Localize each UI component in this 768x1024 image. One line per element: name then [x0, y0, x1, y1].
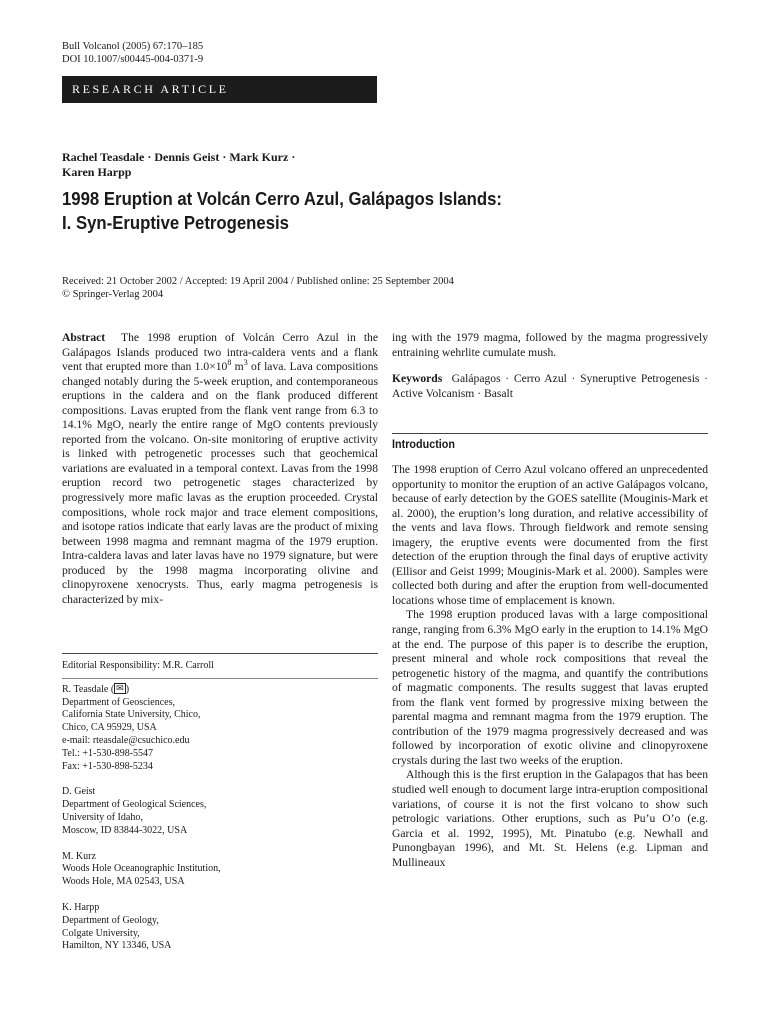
abstract-label: Abstract — [62, 331, 106, 344]
footnote-divider — [62, 653, 378, 654]
intro-paragraph-3: Although this is the first eruption in the Galapagos that has been studied well enough to document large intra-eruption compositional variations, of course it is not the first volcano to show such petrologic variations. Other eruptions, such as Pu’u O’o (e.g. Garcia et al. 1992, 1995), Mt. Pinatubo (e.g. Newhall and Punongbayan 1996), and Mt. St. Helens (e.g. Lipman and Mullineaux — [392, 768, 708, 869]
affiliation-block — [62, 851, 378, 889]
abstract — [62, 331, 378, 607]
intro-paragraph-2: The 1998 eruption produced lavas with a large compositional range, ranging from 6.3% MgO early in the eruption to 14.1% MgO at the end. The purpose of this paper is to describe the eruption, present mineral and whole rock compositions that reveal the petrogenetic history of the magma, and quantify the contributions of magmatic components. The results suggest that lavas erupted from the flank vent formed by progressive mixing between the parental magma and remnant magma from the 1979 eruption. The contribution of the 1979 magma progressively decreased and was followed by incorporation of exotic olivine and clinopyroxene crystals during the last two weeks of the eruption. — [392, 608, 708, 767]
affiliation-line: Woods Hole, MA 02543, USA — [62, 876, 185, 888]
affiliation-line: Woods Hole Oceanographic Institution, — [62, 863, 221, 875]
affiliation-line: Department of Geosciences, — [62, 696, 176, 708]
affiliation-line: Department of Geology, — [62, 914, 159, 926]
authors-line-2: Karen Harpp — [62, 165, 132, 179]
journal-citation: Bull Volcanol (2005) 67:170–185 — [62, 41, 204, 52]
affiliation-line: Colgate University, — [62, 927, 140, 939]
affiliation-line: Chico, CA 95929, USA — [62, 722, 157, 734]
affiliation-line: California State University, Chico, — [62, 709, 201, 721]
author-affiliations — [62, 660, 378, 966]
affiliation-line: Hamilton, NY 13346, USA — [62, 940, 172, 952]
abstract-continued-text: ing with the 1979 magma, followed by the magma progressively entraining wehrlite cumulate mush. — [392, 331, 708, 359]
paper-title — [62, 187, 620, 235]
keywords-text: Galápagos · Cerro Azul · Syneruptive Petrogenesis · Active Volcanism · Basalt — [392, 372, 708, 400]
abstract-text-mid: m — [231, 360, 244, 374]
affiliation-line: K. Harpp — [62, 901, 100, 913]
title-line-2: I. Syn-Eruptive Petrogenesis — [62, 213, 289, 233]
affiliation-block — [62, 902, 378, 953]
publication-dates — [62, 275, 454, 301]
abstract-sup-1: 8 — [227, 358, 232, 368]
affiliation-line: Fax: +1-530-898-5234 — [62, 760, 153, 772]
affiliation-line: Tel.: +1-530-898-5547 — [62, 747, 154, 759]
abstract-continued — [392, 331, 708, 401]
affiliation-line: D. Geist — [62, 786, 96, 798]
envelope-icon: ✉ — [116, 682, 124, 693]
article-type-banner: RESEARCH ARTICLE — [62, 76, 377, 103]
affiliation-line: University of Idaho, — [62, 811, 143, 823]
affiliation-line: Moscow, ID 83844-3022, USA — [62, 824, 188, 836]
abstract-text-post: of lava. Lava compositions changed notably during the 5-week eruption, and contemporaneous eruptions in the caldera and on the flank produced different compositions. Lavas erupted from the flank vent range from 6.3 to 14.1% MgO, nearly the entire range of MgO contents previously reported from the volcano. On-site monitoring of eruptive activity is linked with petrogenetic processes such that geochemical variations are evaluated in a temporal context. Lavas from the 1998 eruption record two petrogenetic stages characterized by progressively more mafic lavas as the eruption proceeded. Crystal compositions, whole rock major and trace element compositions, and isotope ratios indicate that early lavas are the product of mixing between 1998 magma and remnant magma of the 1979 eruption. Intra-caldera lavas and later lavas have no 1979 signature, but were produced by the 1998 magma incorporating olivine and clinopyroxene xenocrysts. Thus, early magma petrogenesis is characterized by mix- — [62, 360, 379, 606]
author-list — [62, 150, 362, 180]
affiliation-line: R. Teasdale ( ✉ ) — [62, 682, 130, 695]
copyright-line: © Springer-Verlag 2004 — [62, 289, 164, 300]
section-divider — [392, 433, 708, 434]
intro-paragraph-1: The 1998 eruption of Cerro Azul volcano offered an unprecedented opportunity to monitor the eruption of an active Galápagos volcano, because of early detection by the GOES satellite (Mouginis-Mark et al. 2000), the eruption’s long duration, and relative accessibility of the vents and lava flows. Through fieldwork and remote sensing imagery, the eruptive events were documented from the first detection of the eruption through the final days of eruptive activity (Ellisor and Geist 1999; Mouginis-Mark et al. 2000). Samples were collected both during and after the eruption from well-documented locations whose time of emplacement is known. — [392, 463, 708, 607]
affiliation-block — [62, 683, 378, 774]
abstract-text-pre: The 1998 eruption of Volcán Cerro Azul in the Galápagos Islands produced two intra-caldera vents and a flank vent that erupted more than 1.0×10 — [62, 331, 378, 374]
abstract-sup-2: 3 — [243, 358, 248, 368]
affiliation-divider — [62, 678, 378, 679]
affiliation-line: M. Kurz — [62, 850, 96, 862]
affiliation-line[interactable]: e-mail: rteasdale@csuchico.edu — [62, 734, 190, 746]
affiliation-block — [62, 786, 378, 837]
introduction-heading: Introduction — [392, 437, 455, 451]
authors-line-1: Rachel Teasdale · Dennis Geist · Mark Kurz · — [62, 150, 296, 164]
address-list — [62, 683, 378, 953]
journal-doi: DOI 10.1007/s00445-004-0371-9 — [62, 54, 204, 65]
keywords-label: Keywords — [392, 372, 443, 386]
journal-header — [62, 40, 203, 66]
title-line-1: 1998 Eruption at Volcán Cerro Azul, Galápagos Islands: — [62, 189, 503, 209]
affiliation-line: Department of Geological Sciences, — [62, 799, 207, 811]
editorial-responsibility: Editorial Responsibility: M.R. Carroll — [62, 660, 214, 671]
dates-line: Received: 21 October 2002 / Accepted: 19 April 2004 / Published online: 25 September 2004 — [62, 276, 454, 287]
introduction-body — [392, 463, 708, 870]
